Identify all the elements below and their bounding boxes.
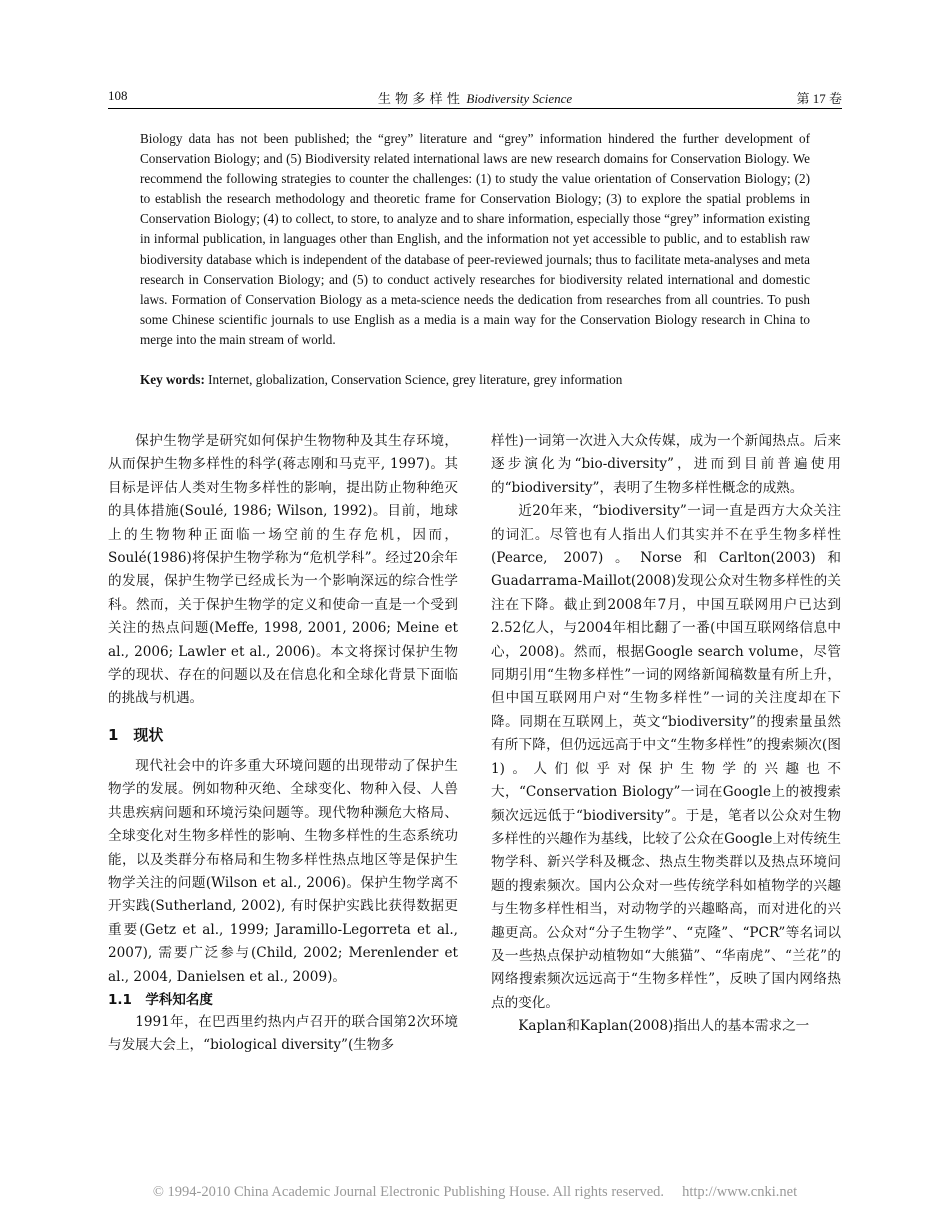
intro-paragraph: 保护生物学是研究如何保护生物物种及其生存环境，从而保护生物多样性的科学(蒋志刚和马克平, 1997)。其目标是评估人类对生物多样性的影响，提出防止物种绝灭的具体措施(Soulé, 1986; Wilson, 1992)。目前，地球上的生物物种正面临一场空前的生存危机，因而，Soulé(1986)将保护生物学称为“危机学科”。经过20余年的发展，保护生物学已经成长为一个影响深远的综合性学科。然而，关于保护生物学的定义和使命一直是一个受到关注的热点问题(Meffe, 1998, 2001, 2006; Meine et al., 2006; Lawler et al., 2006)。本文将探讨保护生物学的现状、存在的问题以及在信息化和全球化背景下面临的挑战与机遇。 xyxy=(108,433,458,707)
right-paragraph-3: Kaplan和Kaplan(2008)指出人的基本需求之一 xyxy=(518,1018,810,1035)
left-column xyxy=(108,430,458,1058)
section-1-paragraph: 现代社会中的许多重大环境问题的出现带动了保护生物学的发展。例如物种灭绝、全球变化、物种入侵、人兽共患疾病问题和环境污染问题等。现代物种濒危大格局、全球变化对生物多样性的影响、生物多样性的生态系统功能，以及类群分布格局和生物多样性热点地区等是保护生物学关注的问题(Wilson et al., 2006)。保护生物学离不开实践(Sutherland, 2002), 有时保护实践比获得数据更重要(Getz et al., 1999; Jaramillo-Legorreta et al., 2007), 需要广泛参与(Child, 2002; Merenlender et al., 2004, Danielsen et al., 2009)。 xyxy=(108,757,458,985)
running-header xyxy=(108,86,842,109)
journal-title-en: Biodiversity Science xyxy=(466,91,573,106)
volume-label: 第 17 卷 xyxy=(796,91,842,106)
copyright-text: © 1994-2010 China Academic Journal Electronic Publishing House. All rights reserved. xyxy=(152,1184,665,1200)
journal-title xyxy=(108,88,842,107)
keywords-line xyxy=(140,370,810,390)
english-abstract: Biology data has not been published; the “grey” literature and “grey” information hindered the further development of Conservation Biology; and (5) Biodiversity related international laws are new research domains for Conservation Biology. We recommend the following strategies to counter the challenges: (1) to study the value orientation of Conservation Biology; (2) to establish the research methodology and theoretic frame for Conservation Biology; (3) to explore the spatial problems in Conservation Biology; (4) to collect, to store, to analyze and to share information, especially those “grey” information existing in informal publication, in languages other than English, and the information not yet accessible to public, and to establish raw biodiversity database which is independent of the database of peer-reviewed journals; thus to facilitate meta-analyses and meta research in Conservation Biology; and (5) to conduct actively researches for biodiversity related international and domestic laws. Formation of Conservation Biology as a meta-science needs the dedication from researches from all countries. To push some Chinese scientific journals to use English as a media is a main way for the Conservation Biology research in China to merge into the main stream of world. xyxy=(140,131,810,347)
keywords-label: Key words: xyxy=(140,372,205,387)
keywords-text: Internet, globalization, Conservation Science, grey literature, grey information xyxy=(204,372,623,387)
right-paragraph-2: 近20年来，“biodiversity”一词一直是西方大众关注的词汇。尽管也有人指出人们其实并不在乎生物多样性(Pearce, 2007)。Norse和Carlton(2003)和Guadarrama-Maillot(2008)发现公众对生物多样性的关注在下降。截止到2008年7月，中国互联网用户已达到2.52亿人，与2004年相比翻了一番(中国互联网络信息中心，2008)。然而，根据Google search volume，尽管同期引用“生物多样性”一词的网络新闻稿数量有所上升，但中国互联网用户对“生物多样性”一词的关注度却在下降。同期在互联网上，英文“biodiversity”的搜索量虽然有所下降，但仍远远高于中文“生物多样性”的搜索频次(图1)。人们似乎对保护生物学的兴趣也不大，“Conservation Biology”一词在Google上的被搜索频次远远低于“biodiversity”。于是，笔者以公众对生物多样性的兴趣作为基线，比较了公众在Google上对传统生物学科、新兴学科及概念、热点生物类群以及热点环境问题的搜索频次。国内公众对一些传统学科如植物学的兴趣与生物多样性相当，对动物学的兴趣略高，而对进化的兴趣更高。公众对“分子生物学”、“克隆”、“PCR”等名词以及一些热点保护动植物如“大熊猫”、“华南虎”、“兰花”的网络搜索频次远远高于“生物多样性”，反映了国内网络热点的变化。 xyxy=(491,503,841,1011)
right-column xyxy=(491,430,841,1039)
copyright-footer xyxy=(0,1184,950,1201)
page-number: 108 xyxy=(108,88,128,103)
right-paragraph-1: 样性)一词第一次进入大众传媒，成为一个新闻热点。后来逐步演化为“bio-diversity”，进而到目前普遍使用的“biodiversity”，表明了生物多样性概念的成熟。 xyxy=(491,433,841,496)
section-1-1-heading: 1.1 学科知名度 xyxy=(108,991,213,1008)
section-1-heading: 1 现状 xyxy=(108,725,164,744)
journal-title-cn: 生 物 多 样 性 xyxy=(377,91,461,106)
cnki-link[interactable]: http://www.cnki.net xyxy=(682,1184,798,1200)
section-1-1-paragraph: 1991年，在巴西里约热内卢召开的联合国第2次环境与发展大会上，“biological diversity”(生物多 xyxy=(108,1013,458,1054)
